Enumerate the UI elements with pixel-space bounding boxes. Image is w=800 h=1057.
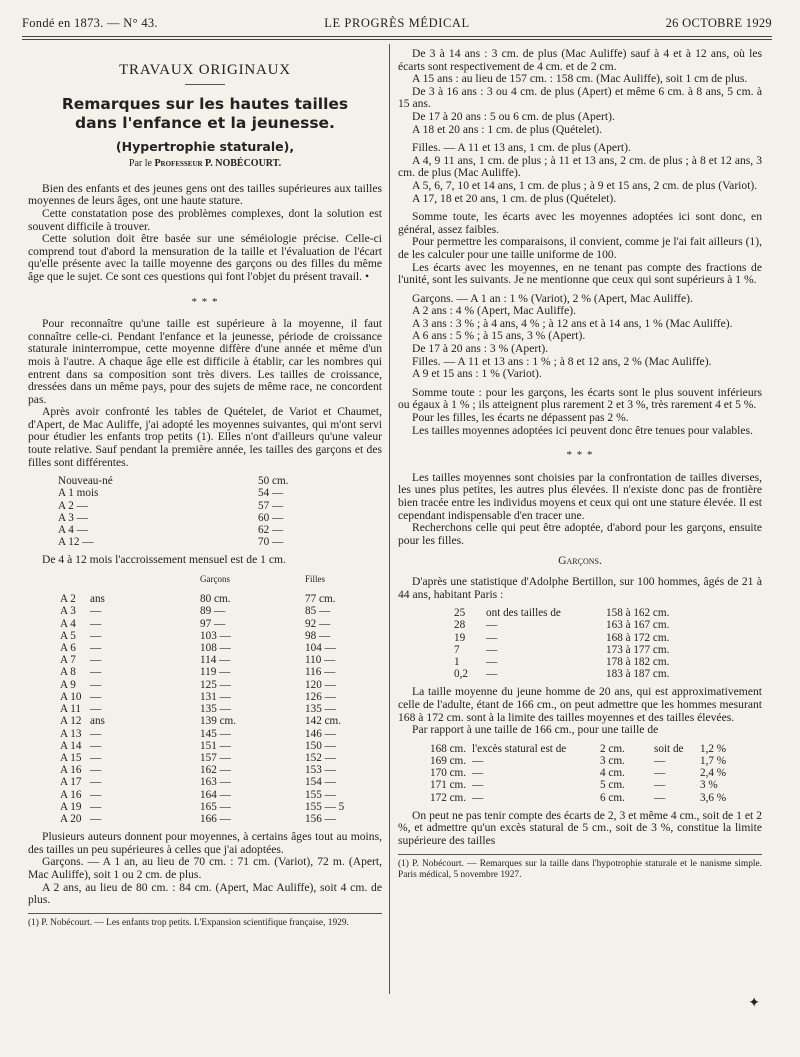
table-cell: 173 à 177 cm. bbox=[606, 643, 670, 656]
paragraph: Pour les filles, les écarts ne dépassent pas 2 %. bbox=[412, 411, 629, 425]
table-row bbox=[60, 691, 375, 703]
table-cell: 146 — bbox=[305, 727, 336, 740]
table-cell: 3 % bbox=[700, 779, 718, 792]
table-cell: 28 bbox=[454, 619, 466, 632]
table-cell: — bbox=[90, 678, 102, 691]
table-cell: — bbox=[90, 642, 102, 655]
table-cell: 162 — bbox=[200, 764, 231, 777]
table-cell: 119 — bbox=[200, 666, 231, 679]
table-cell: ans bbox=[90, 593, 105, 606]
table-cell: — bbox=[486, 619, 498, 632]
paragraph: Filles. — A 11 et 13 ans, 1 cm. de plus (Apert). bbox=[412, 141, 631, 155]
table-cell: 163 — bbox=[200, 776, 231, 789]
table-cell: 110 — bbox=[305, 654, 336, 667]
table-row bbox=[60, 715, 375, 727]
table-cell: 50 cm. bbox=[258, 475, 289, 488]
paragraph: Par rapport à une taille de 166 cm., pour une taille de bbox=[412, 723, 659, 737]
table-cell: A 9 bbox=[60, 678, 76, 691]
table-cell: A 12 bbox=[60, 715, 82, 728]
table-cell: — bbox=[90, 654, 102, 667]
paragraph: Somme toute, les écarts avec les moyennes adoptées ici sont donc, en général, assez faibles. bbox=[398, 210, 762, 236]
table-cell: l'excès statural est de bbox=[472, 742, 567, 755]
table-cell: 151 — bbox=[200, 739, 231, 752]
header-journal-title: LE PROGRÈS MÉDICAL bbox=[324, 16, 470, 30]
paragraph: A 15 ans : au lieu de 157 cm. : 158 cm. (Mac Auliffe), soit 1 cm de plus. bbox=[412, 72, 748, 86]
paragraph: Après avoir confronté les tables de Quételet, de Variot et Chaumet, d'Apert, de Mac Auliffe, j'ai adopté les moyennes suivantes, qui m'ont servi pour étudier les enfants trop petits (1). Elles n'ont d'ailleurs qu'une valeur toute relative. Sauf pendant la première année, les tailles des garçons et des filles sont différentes. bbox=[28, 405, 382, 469]
table-cell: A 2 bbox=[60, 593, 76, 606]
paragraph: A 3 ans : 3 % ; à 4 ans, 4 % ; à 12 ans et à 14 ans, 1 % (Mac Auliffe). bbox=[412, 316, 733, 330]
table-row bbox=[28, 500, 338, 512]
table-cell: 131 — bbox=[200, 690, 231, 703]
table-cell: 145 — bbox=[200, 727, 231, 740]
table-row bbox=[60, 813, 375, 825]
paragraph: De 3 à 16 ans : 3 ou 4 cm. de plus (Apert) et même 6 cm. à 8 ans, 5 cm. à 15 ans. bbox=[398, 84, 762, 111]
byline: Par le Professeur P. NOBÉCOURT. bbox=[128, 158, 282, 170]
section-rule bbox=[185, 84, 225, 85]
growth-note: De 4 à 12 mois l'accroissement mensuel est de 1 cm. bbox=[42, 553, 286, 567]
table-cell: soit de bbox=[654, 742, 684, 755]
table-cell: 98 — bbox=[305, 629, 331, 642]
header-rule-2 bbox=[22, 39, 772, 40]
paragraph: Bien des enfants et des jeunes gens ont des tailles supérieures aux tailles moyennes de leurs âges, ont une haute stature. bbox=[28, 181, 382, 208]
table-cell: 6 cm. bbox=[600, 791, 625, 804]
table-cell: 178 à 182 cm. bbox=[606, 655, 670, 668]
garcons-variation-paragraphs bbox=[398, 48, 762, 136]
table-row bbox=[454, 632, 696, 644]
infant-height-table bbox=[28, 475, 338, 548]
table-cell: 171 cm. bbox=[430, 779, 467, 792]
table-cell: — bbox=[90, 617, 102, 630]
paragraph: Les tailles moyennes adoptées ici peuvent donc être tenues pour valables. bbox=[412, 423, 753, 437]
bertillon-table bbox=[454, 607, 696, 680]
table-cell: 7 bbox=[454, 643, 460, 656]
table-cell: 60 — bbox=[258, 511, 284, 524]
table-cell: A 16 bbox=[60, 764, 82, 777]
table-cell: A 4 — bbox=[58, 524, 88, 537]
table-cell: 108 — bbox=[200, 642, 231, 655]
table-cell: A 19 bbox=[60, 800, 82, 813]
table-cell: 168 cm. bbox=[430, 742, 467, 755]
paragraph: Somme toute : pour les garçons, les écarts sont le plus souvent inférieurs ou égaux à 1 % ; ils atteignent plus rarement 2 et 3 %, très rarement 4 et 5 %. bbox=[398, 385, 762, 412]
section-stars: * * * bbox=[191, 295, 219, 308]
table-cell: A 14 bbox=[60, 739, 82, 752]
table-cell: 170 cm. bbox=[430, 767, 467, 780]
table-cell: 164 — bbox=[200, 788, 231, 801]
table-cell: ont des tailles de bbox=[486, 607, 561, 620]
table-cell: 126 — bbox=[305, 690, 336, 703]
table-row bbox=[454, 656, 696, 668]
paragraph: Filles. — A 11 et 13 ans : 1 % ; à 8 et 12 ans, 2 % (Mac Auliffe). bbox=[412, 354, 712, 368]
table-cell: 2 cm. bbox=[600, 742, 625, 755]
author-variation-paragraphs bbox=[28, 831, 382, 907]
table-cell: — bbox=[654, 791, 666, 804]
paragraph: Les écarts avec les moyennes, en ne tenant pas compte des fractions de l'unité, sont les suivants. Je ne mentionne que ceux qui sont supérieurs à 1 %. bbox=[398, 260, 762, 287]
table-cell: A 16 bbox=[60, 788, 82, 801]
table-cell: 135 — bbox=[305, 703, 336, 716]
table-header-row bbox=[60, 573, 375, 593]
table-row bbox=[28, 487, 338, 499]
table-cell: 169 cm. bbox=[430, 754, 467, 767]
section-title: TRAVAUX ORIGINAUX bbox=[119, 62, 291, 78]
table-cell: — bbox=[654, 754, 666, 767]
table-cell: 4 cm. bbox=[600, 767, 625, 780]
table-cell: — bbox=[472, 779, 484, 792]
right-column bbox=[398, 48, 762, 881]
table-cell: 165 — bbox=[200, 800, 231, 813]
table-cell: 97 — bbox=[200, 617, 226, 630]
table-cell: A 17 bbox=[60, 776, 82, 789]
table-cell: — bbox=[90, 703, 102, 716]
table-cell: 62 — bbox=[258, 524, 284, 537]
table-row bbox=[60, 642, 375, 654]
author-name: Professeur P. NOBÉCOURT. bbox=[154, 158, 282, 170]
table-row bbox=[28, 512, 338, 524]
excess-table bbox=[430, 743, 750, 804]
paragraph: A 2 ans : 4 % (Apert, Mac Auliffe). bbox=[412, 304, 576, 318]
paragraph: De 17 à 20 ans : 3 % (Apert). bbox=[412, 342, 549, 356]
intro-paragraphs bbox=[28, 183, 382, 284]
table-cell: 92 — bbox=[305, 617, 331, 630]
table-cell: 1 bbox=[454, 655, 460, 668]
table-row bbox=[60, 679, 375, 691]
table-cell: 19 bbox=[454, 631, 466, 644]
limit-paragraph: On peut ne pas tenir compte des écarts de 2, 3 et même 4 cm., soit de 1 et 2 %, et admettre qu'un excès statural de 5 cm., soit de 3 %, constitue la limite supérieure des tailles bbox=[398, 808, 762, 847]
percent-deviation-paragraphs bbox=[398, 293, 762, 381]
table-cell: 168 à 172 cm. bbox=[606, 631, 670, 644]
table-cell: — bbox=[90, 690, 102, 703]
table-row bbox=[430, 755, 750, 767]
table-row bbox=[60, 630, 375, 642]
paragraph: Les tailles moyennes sont choisies par la confrontation de tailles diverses, les unes plus petites, les autres plus élevées. Il n'existe donc pas de frontière bien tracée entre les individus moyens et ceux qui ont une stature élevée. Il est cependant indispensable d'en tracer une. bbox=[398, 470, 762, 522]
table-cell: — bbox=[654, 767, 666, 780]
table-cell: A 11 bbox=[60, 703, 82, 716]
paragraph: Cette constatation pose des problèmes complexes, dont la solution est souvent difficile à trouver. bbox=[28, 206, 382, 233]
table-header-cell: Garçons bbox=[200, 574, 230, 585]
table-row bbox=[60, 605, 375, 617]
paragraph: De 17 à 20 ans : 5 ou 6 cm. de plus (Apert). bbox=[412, 109, 615, 123]
table-cell: 80 cm. bbox=[200, 593, 231, 606]
paragraph: Garçons. — A 1 an, au lieu de 70 cm. : 71 cm. (Variot), 72 m. (Apert, Mac Auliffe), soit 1 ou 2 cm. de plus. bbox=[28, 855, 382, 881]
table-cell: — bbox=[90, 739, 102, 752]
table-cell: 155 — 5 bbox=[305, 800, 345, 813]
table-cell: 155 — bbox=[305, 788, 336, 801]
left-column bbox=[28, 48, 382, 929]
table-cell: 104 — bbox=[305, 642, 336, 655]
table-row bbox=[454, 607, 696, 619]
section-stars-right: * * * bbox=[566, 449, 594, 462]
table-cell: 114 — bbox=[200, 654, 231, 667]
table-cell: 139 cm. bbox=[200, 715, 237, 728]
paragraph: A 18 et 20 ans : 1 cm. de plus (Quételet). bbox=[412, 122, 602, 136]
table-cell: 156 — bbox=[305, 812, 336, 825]
table-cell: 150 — bbox=[305, 739, 336, 752]
paragraph: A 9 et 15 ans : 1 % (Variot). bbox=[412, 367, 542, 381]
table-row bbox=[28, 475, 338, 487]
table-row bbox=[60, 801, 375, 813]
table-cell: 125 — bbox=[200, 678, 231, 691]
paragraph: Garçons. — A 1 an : 1 % (Variot), 2 % (Apert, Mac Auliffe). bbox=[412, 291, 693, 305]
table-row bbox=[60, 728, 375, 740]
table-cell: 5 cm. bbox=[600, 779, 625, 792]
paragraph: A 2 ans, au lieu de 80 cm. : 84 cm. (Apert, Mac Auliffe), soit 4 cm. de plus. bbox=[28, 880, 382, 907]
table-cell: — bbox=[90, 629, 102, 642]
table-cell: — bbox=[90, 812, 102, 825]
column-divider bbox=[389, 44, 390, 994]
table-cell: — bbox=[90, 788, 102, 801]
article-title: Remarques sur les hautes tailles dans l'enfance et la jeunesse. bbox=[61, 94, 349, 132]
paragraph: A 6 ans : 5 % ; à 15 ans, 3 % (Apert). bbox=[412, 329, 586, 343]
mean-paragraphs bbox=[28, 318, 382, 469]
table-cell: A 3 bbox=[60, 605, 76, 618]
table-cell: 152 — bbox=[305, 751, 336, 764]
paragraph: Cette solution doit être basée sur une séméiologie précise. Celle-ci comprend tout d'abord la mensuration de la taille et l'évaluation de l'écart qu'elle présente avec la taille moyenne des garçons ou des filles du même âge que le sujet. Ce sont ces questions qui font l'objet du présent travail. • bbox=[28, 232, 382, 283]
table-cell: — bbox=[486, 631, 498, 644]
paragraph: Pour reconnaître qu'une taille est supérieure à la moyenne, il faut connaître celle-ci. Pendant l'enfance et la jeunesse, période de croissance staturale ininterrompue, cette moyenne diffère d'une année et même d'un mois à l'autre. A chaque âge elle est difficile à établir, car les nombres qui entrent dans sa composition sont très divers. Les tailles de croissance, dressées dans un même pays, pour des sujets de même race, ne concordent pas. bbox=[28, 317, 382, 406]
table-cell: — bbox=[90, 764, 102, 777]
table-cell: A 7 bbox=[60, 654, 76, 667]
header-founded: Fondé en 1873. — N° 43. bbox=[22, 16, 158, 30]
table-cell: 157 — bbox=[200, 751, 231, 764]
table-cell: 1,7 % bbox=[700, 754, 727, 767]
table-cell: 153 — bbox=[305, 764, 336, 777]
table-cell: 0,2 bbox=[454, 668, 468, 681]
table-cell: 57 — bbox=[258, 499, 284, 512]
paragraph: A 17, 18 et 20 ans, 1 cm. de plus (Quételet). bbox=[412, 191, 617, 205]
table-cell: A 1 mois bbox=[58, 487, 99, 500]
table-row bbox=[430, 767, 750, 779]
table-cell: 2,4 % bbox=[700, 767, 727, 780]
table-row bbox=[454, 644, 696, 656]
table-cell: — bbox=[654, 779, 666, 792]
table-cell: — bbox=[486, 643, 498, 656]
table-cell: — bbox=[90, 727, 102, 740]
paragraph: A 5, 6, 7, 10 et 14 ans, 1 cm. de plus ; à 9 et 15 ans, 2 cm. de plus (Variot). bbox=[412, 178, 758, 192]
table-cell: A 3 — bbox=[58, 511, 88, 524]
table-cell: — bbox=[90, 751, 102, 764]
table-row bbox=[430, 779, 750, 791]
table-cell: A 6 bbox=[60, 642, 76, 655]
table-cell: 120 — bbox=[305, 678, 336, 691]
filles-variation-paragraphs bbox=[398, 142, 762, 205]
table-cell: — bbox=[472, 754, 484, 767]
table-row bbox=[60, 789, 375, 801]
table-cell: A 10 bbox=[60, 690, 82, 703]
table-cell: — bbox=[90, 605, 102, 618]
table-cell: 85 — bbox=[305, 605, 331, 618]
table-cell: A 5 bbox=[60, 629, 76, 642]
table-row bbox=[60, 740, 375, 752]
fleuron-ornament: ✦ bbox=[748, 996, 760, 1011]
paragraph: La taille moyenne du jeune homme de 20 ans, qui est approximativement celle de l'adulte, étant de 166 cm., on peut admettre que les hommes mesurant 168 à 172 cm. sont à la limite des tailles moyennes et des tailles élevées. bbox=[398, 685, 762, 724]
article-subtitle: (Hypertrophie staturale), bbox=[115, 138, 295, 154]
table-cell: 158 à 162 cm. bbox=[606, 607, 670, 620]
page-header bbox=[22, 16, 772, 36]
table-row bbox=[60, 593, 375, 605]
paragraph: Plusieurs auteurs donnent pour moyennes, à certains âges tout au moins, des tailles un peu supérieures à celles que j'ai adoptées. bbox=[28, 830, 382, 856]
table-cell: ans bbox=[90, 715, 105, 728]
garcons-heading: Garçons. bbox=[558, 554, 602, 568]
paragraph: A 4, 9 11 ans, 1 cm. de plus ; à 11 et 13 ans, 2 cm. de plus ; à 8 et 12 ans, 3 cm. de plus (Mac Auliffe). bbox=[398, 153, 762, 180]
table-cell: A 2 — bbox=[58, 499, 88, 512]
table-row bbox=[430, 792, 750, 804]
table-cell: 3,6 % bbox=[700, 791, 727, 804]
table-cell: 103 — bbox=[200, 629, 231, 642]
header-rule bbox=[22, 36, 772, 37]
table-row bbox=[430, 743, 750, 755]
table-cell: 89 — bbox=[200, 605, 226, 618]
table-row bbox=[60, 666, 375, 678]
footnote-left: (1) P. Nobécourt. — Les enfants trop petits. L'Expansion scientifique française, 1929. bbox=[28, 917, 349, 928]
table-cell: — bbox=[486, 668, 498, 681]
table-cell: — bbox=[472, 767, 484, 780]
table-cell: — bbox=[90, 800, 102, 813]
table-cell: 3 cm. bbox=[600, 754, 625, 767]
table-row bbox=[28, 524, 338, 536]
table-cell: 70 — bbox=[258, 536, 284, 549]
table-cell: A 8 bbox=[60, 666, 76, 679]
table-cell: 77 cm. bbox=[305, 593, 336, 606]
table-cell: 154 — bbox=[305, 776, 336, 789]
footnote-right: (1) P. Nobécourt. — Remarques sur la taille dans l'hypotrophie staturale et le nanisme simple. Paris médical, 5 novembre 1927. bbox=[398, 858, 762, 880]
age-height-table bbox=[60, 573, 375, 825]
threshold-paragraphs bbox=[398, 686, 762, 736]
table-cell: — bbox=[472, 791, 484, 804]
table-cell: A 4 bbox=[60, 617, 76, 630]
table-cell: 166 — bbox=[200, 812, 231, 825]
header-date: 26 OCTOBRE 1929 bbox=[665, 16, 772, 30]
boundary-paragraphs bbox=[398, 472, 762, 548]
table-header-cell bbox=[60, 573, 90, 593]
table-cell: A 15 bbox=[60, 751, 82, 764]
table-cell: 25 bbox=[454, 607, 466, 620]
table-cell: Nouveau-né bbox=[58, 475, 113, 488]
table-cell: A 20 bbox=[60, 812, 82, 825]
table-row bbox=[60, 776, 375, 788]
table-row bbox=[60, 618, 375, 630]
table-cell: — bbox=[90, 666, 102, 679]
table-cell: 142 cm. bbox=[305, 715, 342, 728]
comparison-paragraphs bbox=[398, 211, 762, 287]
table-cell: 163 à 167 cm. bbox=[606, 619, 670, 632]
table-cell: 1,2 % bbox=[700, 742, 727, 755]
paragraph: Recherchons celle qui peut être adoptée, d'abord pour les garçons, ensuite pour les filles. bbox=[398, 521, 762, 547]
table-cell: 54 — bbox=[258, 487, 284, 500]
table-row bbox=[454, 619, 696, 631]
table-cell: A 12 — bbox=[58, 536, 94, 549]
table-header-cell bbox=[90, 573, 200, 593]
summary-paragraphs bbox=[398, 387, 762, 437]
bertillon-intro: D'après une statistique d'Adolphe Bertillon, sur 100 hommes, âgés de 21 à 44 ans, habitant Paris : bbox=[398, 574, 762, 601]
table-cell: — bbox=[486, 655, 498, 668]
paragraph: De 3 à 14 ans : 3 cm. de plus (Mac Auliffe) sauf à 4 et à 12 ans, où les écarts sont respectivement de 4 cm. et de 2 cm. bbox=[398, 47, 762, 73]
table-row bbox=[60, 752, 375, 764]
table-row bbox=[60, 654, 375, 666]
table-row bbox=[454, 668, 696, 680]
paragraph: Pour permettre les comparaisons, il convient, comme je l'ai fait ailleurs (1), de les calculer pour une taille uniforme de 100. bbox=[398, 235, 762, 261]
table-row bbox=[28, 536, 338, 548]
table-cell: 116 — bbox=[305, 666, 336, 679]
table-row bbox=[60, 764, 375, 776]
table-row bbox=[60, 703, 375, 715]
footnote-rule bbox=[28, 913, 382, 914]
table-cell: — bbox=[90, 776, 102, 789]
table-cell: A 13 bbox=[60, 727, 82, 740]
table-cell: 172 cm. bbox=[430, 791, 467, 804]
table-cell: 135 — bbox=[200, 703, 231, 716]
table-header-cell: Filles bbox=[305, 574, 326, 585]
table-cell: 183 à 187 cm. bbox=[606, 668, 670, 681]
footnote-rule-right bbox=[398, 854, 762, 855]
